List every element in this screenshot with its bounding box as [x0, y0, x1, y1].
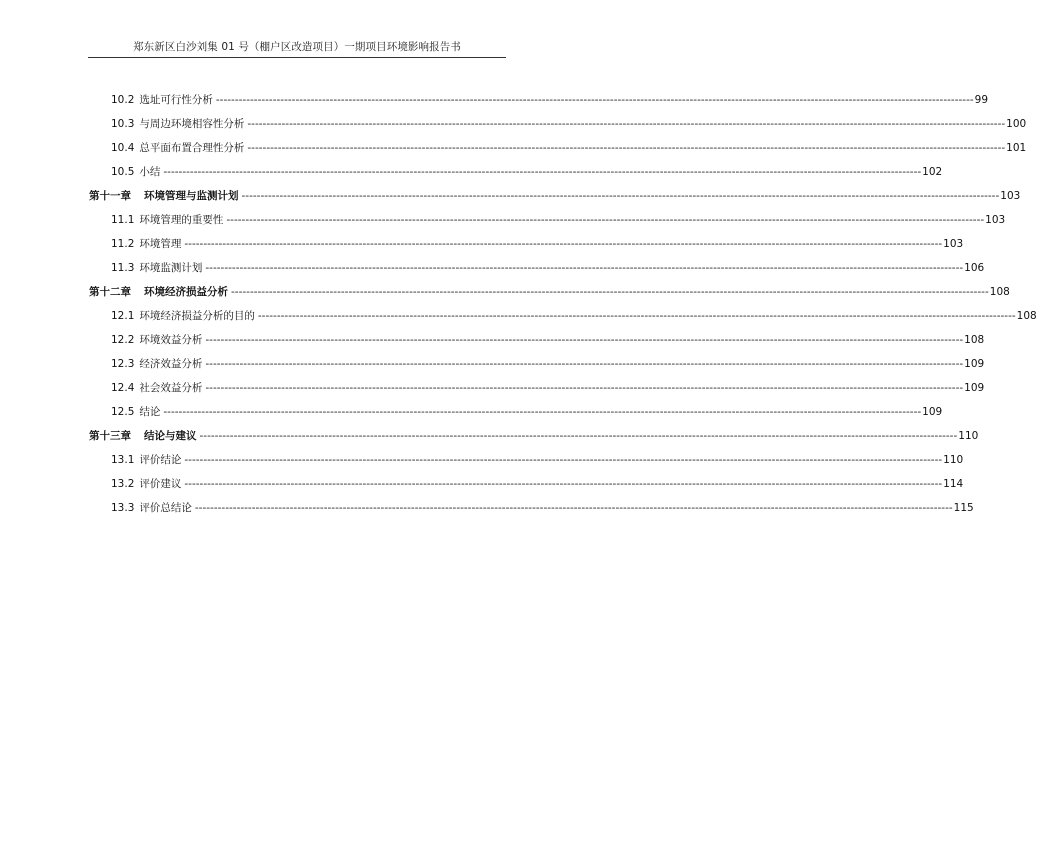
toc-entry-number: 第十二章 — [89, 286, 131, 298]
toc-entry-number: 10.4 — [111, 142, 135, 154]
toc-entry-number: 11.2 — [111, 238, 135, 250]
toc-section-entry[interactable] — [0, 236, 964, 252]
toc-section-entry[interactable] — [0, 308, 1037, 324]
toc-dot-leader: -------------------------------------------------------------------------------------------------------------------------------------------------------------------------------------------------------- — [205, 382, 964, 394]
toc-dot-leader: -------------------------------------------------------------------------------------------------------------------------------------------------------------------------------------------------------- — [215, 94, 974, 106]
toc-entry-title: 环境监测计划 — [139, 262, 203, 274]
toc-section-entry[interactable] — [0, 92, 989, 108]
toc-entry-title: 评价结论 — [139, 454, 182, 466]
toc-entry-number: 10.5 — [111, 166, 135, 178]
toc-section-entry[interactable] — [0, 164, 943, 180]
toc-dot-leader: -------------------------------------------------------------------------------------------------------------------------------------------------------------------------------------------------------- — [199, 430, 958, 442]
toc-entry-number: 12.4 — [111, 382, 135, 394]
toc-entry-number: 11.1 — [111, 214, 135, 226]
toc-section-entry[interactable] — [0, 356, 985, 372]
toc-page-number: 108 — [1016, 310, 1037, 322]
toc-page-number: 108 — [964, 334, 985, 346]
toc-dot-leader: -------------------------------------------------------------------------------------------------------------------------------------------------------------------------------------------------------- — [163, 406, 922, 418]
toc-dot-leader: -------------------------------------------------------------------------------------------------------------------------------------------------------------------------------------------------------- — [205, 334, 964, 346]
toc-dot-leader: -------------------------------------------------------------------------------------------------------------------------------------------------------------------------------------------------------- — [257, 310, 1016, 322]
toc-dot-leader: -------------------------------------------------------------------------------------------------------------------------------------------------------------------------------------------------------- — [241, 190, 1000, 202]
toc-entry-number: 10.2 — [111, 94, 135, 106]
toc-dot-leader: -------------------------------------------------------------------------------------------------------------------------------------------------------------------------------------------------------- — [184, 478, 943, 490]
toc-dot-leader: -------------------------------------------------------------------------------------------------------------------------------------------------------------------------------------------------------- — [163, 166, 922, 178]
toc-page-number: 103 — [985, 214, 1006, 226]
toc-page-number: 110 — [943, 454, 964, 466]
toc-entry-number: 13.2 — [111, 478, 135, 490]
toc-entry-number: 13.1 — [111, 454, 135, 466]
toc-page-number: 109 — [964, 358, 985, 370]
toc-page-number: 108 — [989, 286, 1010, 298]
toc-dot-leader: -------------------------------------------------------------------------------------------------------------------------------------------------------------------------------------------------------- — [184, 238, 943, 250]
toc-section-entry[interactable] — [0, 140, 1027, 156]
toc-entry-title: 环境管理与监测计划 — [144, 190, 239, 202]
toc-page-number: 102 — [922, 166, 943, 178]
toc-entry-number: 11.3 — [111, 262, 135, 274]
toc-entry-number: 12.5 — [111, 406, 135, 418]
toc-section-entry[interactable] — [0, 500, 974, 516]
toc-dot-leader: -------------------------------------------------------------------------------------------------------------------------------------------------------------------------------------------------------- — [247, 118, 1006, 130]
toc-chapter-entry[interactable] — [0, 284, 1010, 300]
toc-entry-title: 经济效益分析 — [139, 358, 203, 370]
toc-entry-title: 选址可行性分析 — [139, 94, 213, 106]
toc-section-entry[interactable] — [0, 380, 985, 396]
toc-dot-leader: -------------------------------------------------------------------------------------------------------------------------------------------------------------------------------------------------------- — [184, 454, 943, 466]
header-rule — [88, 57, 506, 58]
toc-page-number: 101 — [1006, 142, 1027, 154]
toc-page-number: 99 — [974, 94, 989, 106]
running-header: 郑东新区白沙刘集 01 号（棚户区改造项目）一期项目环境影响报告书 — [133, 41, 461, 53]
toc-page-number: 109 — [922, 406, 943, 418]
toc-dot-leader: -------------------------------------------------------------------------------------------------------------------------------------------------------------------------------------------------------- — [247, 142, 1006, 154]
toc-section-entry[interactable] — [0, 452, 964, 468]
toc-entry-title: 评价总结论 — [139, 502, 192, 514]
toc-entry-title: 结论 — [139, 406, 161, 418]
toc-entry-number: 第十一章 — [89, 190, 131, 202]
toc-chapter-entry[interactable] — [0, 428, 979, 444]
toc-entry-number: 第十三章 — [89, 430, 131, 442]
toc-entry-title: 结论与建议 — [144, 430, 197, 442]
toc-dot-leader: -------------------------------------------------------------------------------------------------------------------------------------------------------------------------------------------------------- — [205, 262, 964, 274]
toc-page-number: 103 — [1000, 190, 1021, 202]
toc-entry-number: 13.3 — [111, 502, 135, 514]
toc-entry-title: 环境效益分析 — [139, 334, 203, 346]
toc-entry-number: 12.3 — [111, 358, 135, 370]
toc-entry-title: 社会效益分析 — [139, 382, 203, 394]
toc-dot-leader: -------------------------------------------------------------------------------------------------------------------------------------------------------------------------------------------------------- — [231, 286, 989, 298]
toc-dot-leader: -------------------------------------------------------------------------------------------------------------------------------------------------------------------------------------------------------- — [205, 358, 964, 370]
toc-section-entry[interactable] — [0, 404, 943, 420]
toc-entry-title: 环境管理 — [139, 238, 182, 250]
toc-entry-title: 总平面布置合理性分析 — [139, 142, 245, 154]
toc-page-number: 114 — [943, 478, 964, 490]
toc-entry-title: 环境经济损益分析 — [144, 286, 228, 298]
toc-page-number: 115 — [953, 502, 974, 514]
toc-entry-number: 10.3 — [111, 118, 135, 130]
toc-entry-title: 小结 — [139, 166, 161, 178]
toc-page-number: 100 — [1006, 118, 1027, 130]
toc-entry-title: 环境经济损益分析的目的 — [139, 310, 255, 322]
toc-entry-number: 12.1 — [111, 310, 135, 322]
toc-page-number: 110 — [958, 430, 979, 442]
toc-section-entry[interactable] — [0, 260, 985, 276]
toc-dot-leader: -------------------------------------------------------------------------------------------------------------------------------------------------------------------------------------------------------- — [226, 214, 985, 226]
toc-entry-title: 评价建议 — [139, 478, 182, 490]
toc-dot-leader: -------------------------------------------------------------------------------------------------------------------------------------------------------------------------------------------------------- — [194, 502, 953, 514]
toc-section-entry[interactable] — [0, 476, 964, 492]
toc-page-number: 109 — [964, 382, 985, 394]
toc-page-number: 106 — [964, 262, 985, 274]
toc-entry-title: 环境管理的重要性 — [139, 214, 224, 226]
toc-entry-title: 与周边环境相容性分析 — [139, 118, 245, 130]
toc-section-entry[interactable] — [0, 332, 985, 348]
toc-section-entry[interactable] — [0, 116, 1027, 132]
toc-chapter-entry[interactable] — [0, 188, 1021, 204]
toc-section-entry[interactable] — [0, 212, 1006, 228]
toc-page-number: 103 — [943, 238, 964, 250]
toc-entry-number: 12.2 — [111, 334, 135, 346]
